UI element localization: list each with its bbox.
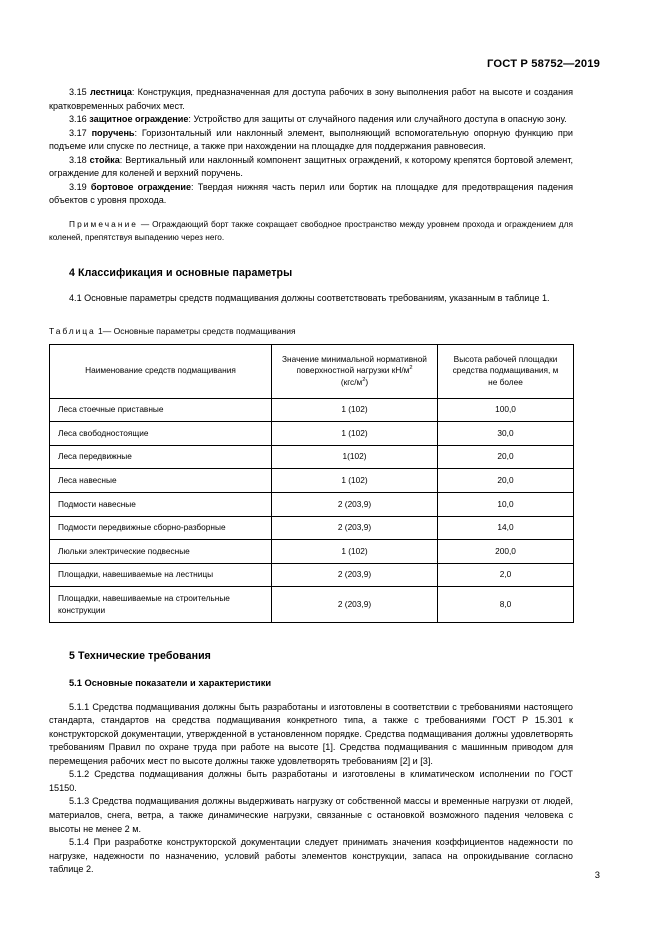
table-row [50,563,574,587]
term-definition: : Твердая нижняя часть перил или бортик на площадке для предотвращения падения объектов с уровня прохода. [49,181,574,206]
header-load-line2: поверхностной нагрузки кН/м [296,365,410,376]
header-height-line3: не более [488,377,523,388]
cell-height: 8,0 [438,587,574,622]
note-label: Примечание [69,218,139,229]
header-load-sup2: 2 [362,377,366,384]
table-row [50,398,574,422]
term-3-19 [49,181,573,208]
term-definition: : Вертикальный или наклонный компонент защитных ограждений, к которому крепятся бортовой элемент, ограждение для коленей и верхний поручень. [49,154,574,179]
paragraph-5-1-2: 5.1.2 Средства подмащивания должны быть разработаны и изготовлены в климатическом исполнении по ГОСТ 15150. [49,769,573,793]
table-header-row [50,344,574,398]
term-name: защитное ограждение [89,114,189,125]
term-definition: : Устройство для защиты от случайного падения или случайного доступа в опасную зону. [188,114,567,125]
cell-load: 1 (102) [272,422,438,446]
cell-load: 1 (102) [272,398,438,422]
cell-name: Люльки электрические подвесные [50,540,272,564]
term-name: поручень [91,127,135,138]
section-5 [49,623,573,877]
term-number: 3.17 [69,127,87,138]
note-block [49,208,573,244]
header-load-line3b: ) [365,377,369,388]
header-load-line3: (кгс/м [340,377,363,388]
table-row [50,587,574,622]
term-3-18 [49,154,573,181]
term-3-17 [49,127,573,154]
cell-name: Подмости передвижные сборно-разборные [50,516,272,540]
table-caption-label: Таблица [49,325,96,336]
standard-header: ГОСТ Р 58752—2019 [487,58,600,70]
term-number: 3.15 [69,87,87,97]
section-5-1-heading: 5.1 Основные показатели и характеристики [69,677,272,688]
page-content [49,86,573,877]
cell-load: 2 (203,9) [272,587,438,622]
term-name: лестница [89,87,132,97]
cell-load: 2 (203,9) [272,516,438,540]
page-number: 3 [594,869,600,880]
cell-height: 10,0 [438,493,574,517]
paragraph-5-1-1: 5.1.1 Средства подмащивания должны быть разработаны и изготовлены в соответствии с требованиями настоящего стандарта, стандартов на средства подмащивания конкретного типа, а также с требованиями ГОСТ Р 15.301 к конструкторской документации, утвержденной в установленном порядке. Средства подмащивания должны удовлетворять требованиям Правил по охране труда при работе на высоте [1]. Средства подмащивания с машинным приводом для перемещения рабочих мест по высоте должны также удовлетворять требованиям [2] и [3]. [49,701,573,766]
paragraph-5-1-3: 5.1.3 Средства подмащивания должны выдерживать нагрузку от собственной массы и временные нагрузки от людей, материалов, снега, ветра, а также динамические нагрузки, связанные с остановкой возможного падения человека с высоты не менее 2 м. [49,796,573,834]
section-4-heading: 4 Классификация и основные параметры [69,267,293,280]
term-definition: : Горизонтальный или наклонный элемент, выполняющий вспомогательную опорную функцию при подъеме или спуске по лестнице, а также при нахождении на площадке для поддержания равновесия. [49,127,573,152]
cell-load: 2 (203,9) [272,493,438,517]
cell-name: Леса навесные [50,469,272,493]
cell-load: 1 (102) [272,540,438,564]
paragraph-5-1-4: 5.1.4 При разработке конструкторской документации следует принимать значения коэффициентов надежности по нагрузке, надежности по назначению, условий работы элементов конструкции, запаса на опрокидывание согласно таблице 2. [49,837,573,875]
cell-name: Площадки, навешиваемые на лестницы [50,563,272,587]
cell-name: Леса передвижные [50,445,272,469]
table-row [50,493,574,517]
note-dash: — [138,218,153,229]
term-number: 3.16 [69,114,87,125]
cell-name: Леса стоечные приставные [50,398,272,422]
cell-height: 2,0 [438,563,574,587]
table-caption-text: 1— Основные параметры средств подмащивания [95,325,296,336]
section-5-heading: 5 Технические требования [69,649,211,662]
cell-name: Площадки, навешиваемые на строительные конструкции [50,587,272,622]
cell-load: 1(102) [272,445,438,469]
note-text: Ограждающий борт также сокращает свободное пространство между уровнем прохода и ограждением для коленей, препятствуя выпадению через него. [49,218,573,243]
header-height-line1: Высота рабочей площадки [453,353,558,364]
cell-name: Подмости навесные [50,493,272,517]
table-row [50,469,574,493]
term-definition: : Конструкция, предназначенная для доступа рабочих в зону выполнения работ на высоте и создания кратковременных рабочих мест. [49,87,573,111]
cell-height: 14,0 [438,516,574,540]
cell-height: 200,0 [438,540,574,564]
cell-load: 1 (102) [272,469,438,493]
table-row [50,445,574,469]
header-load-line1: Значение минимальной нормативной [282,353,427,364]
column-header-name: Наименование средств подмащивания [50,344,272,398]
cell-height: 20,0 [438,445,574,469]
header-load-sup1: 2 [409,365,413,372]
table-row [50,516,574,540]
cell-height: 20,0 [438,469,574,493]
cell-height: 30,0 [438,422,574,446]
table-row [50,422,574,446]
column-header-height [438,344,574,398]
term-name: бортовое ограждение [90,181,192,192]
term-3-15 [49,86,573,113]
header-height-line2: средства подмащивания, м [452,365,559,376]
cell-height: 100,0 [438,398,574,422]
paragraph-4-1: 4.1 Основные параметры средств подмащивания должны соответствовать требованиям, указанным в таблице 1. [69,293,550,304]
term-number: 3.19 [69,181,87,192]
cell-name: Леса свободностоящие [50,422,272,446]
table-1 [49,344,574,623]
term-name: стойка [89,154,120,165]
cell-load: 2 (203,9) [272,563,438,587]
column-header-load [272,344,438,398]
table-row [50,540,574,564]
term-3-16 [49,113,573,127]
term-number: 3.18 [69,154,87,165]
table-1-caption [49,306,573,344]
